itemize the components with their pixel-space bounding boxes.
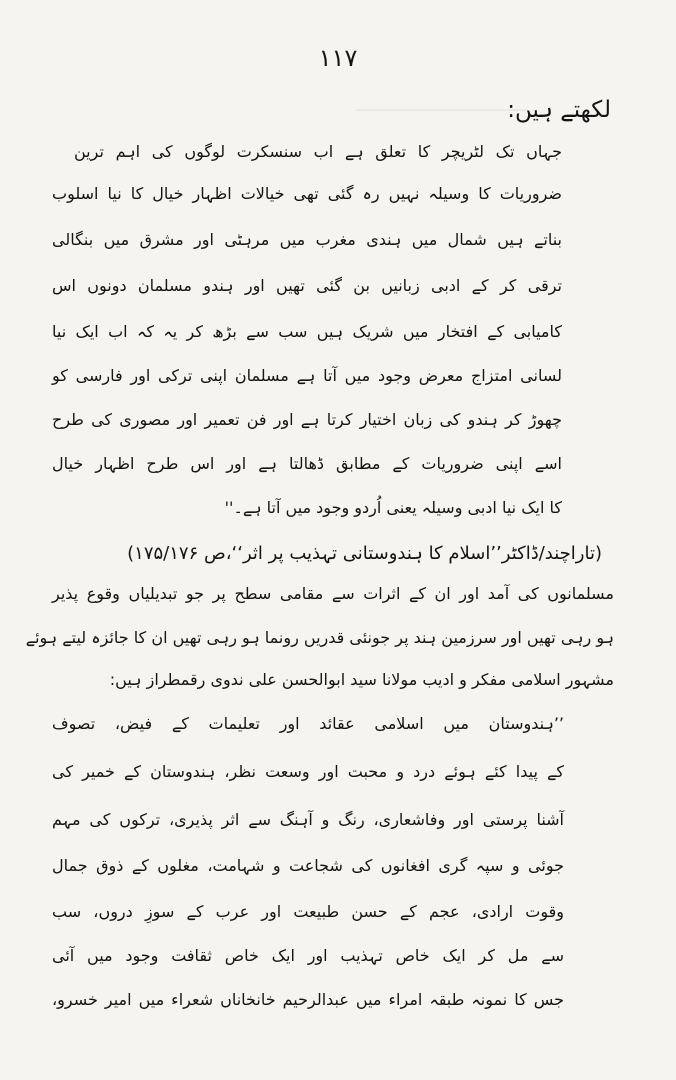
quote1-line: لسانی امتزاج معرض وجود میں آتا ہے مسلمان اپنی ترکی اور فارسی کو (52, 366, 562, 385)
quote1-line: چھوڑ کر ہندو کی زبان اختیار کرتا ہے اور فن تعمیر اور مصوری کی طرح (52, 410, 562, 429)
quote2-line: آشنا پرستی اور وفاشعاری، رنگ و آہنگ سے اثر پذیری، ترکوں کی مہم (52, 810, 564, 829)
quote1-line: اسے اپنی ضروریات کے مطابق ڈھالتا ہے اور اس طرح اظہار خیال (52, 454, 562, 473)
paragraph-line: مشہور اسلامی مفکر و ادیب مولانا سید ابوالحسن علی ندوی رقمطراز ہیں: (109, 670, 614, 689)
quote1-line: کا ایک نیا ادبی وسیلہ یعنی اُردو وجود میں آتا ہے۔'' (224, 498, 562, 517)
quote1-line: ترقی کر کے ادبی زبانیں بن گئی تھیں اور ہندو مسلمان دونوں اس (52, 276, 562, 295)
quote2-line: وقوت ارادی، عجم کے حسن طبیعت اور عرب کے سوزِ دروں، سب (52, 902, 564, 921)
quote1-line: ضروریات کا وسیلہ نہیں رہ گئی تھی خیالات اظہار خیال کا نیا اسلوب (52, 184, 562, 203)
intro-heading: لکھتے ہیں: (507, 97, 611, 123)
paragraph-line: ہو رہی تھیں اور سرزمین ہند پر جونئی قدریں رونما ہو رہی تھیں ان کا جائزہ لیتے ہوئے (25, 628, 614, 647)
quote2-line: جس کا نمونہ طبقہ امراء میں عبدالرحیم خانخاناں شعراء میں امیر خسرو، (52, 990, 564, 1009)
page-number: ۱۱۷ (318, 44, 358, 72)
citation: (تاراچند/ڈاکٹر’’اسلام کا ہندوستانی تہذیب پر اثر‘‘،ص ۱۷۵/۱۷۶) (127, 543, 602, 564)
bleed-through-text: ـــــــــــــــــــــــــــــ (356, 92, 526, 116)
paragraph-line: مسلمانوں کی آمد اور ان کے اثرات سے مقامی سطح پر جو تبدیلیاں وقوع پذیر (52, 584, 614, 603)
quote2-line: سے مل کر ایک خاص تہذیب اور ایک خاص ثقافت وجود میں آئی (52, 946, 564, 965)
quote2-line: ’’ہندوستان میں اسلامی عقائد اور تعلیمات کے فیض، تصوف (52, 714, 564, 733)
quote1-line: بناتے ہیں شمال میں ہندی مغرب میں مرہٹی اور مشرق میں بنگالی (52, 230, 562, 249)
quote2-line: جوئی و سپہ گری افغانوں کی شجاعت و شہامت، مغلوں کے ذوق جمال (52, 856, 564, 875)
quote1-line: کامیابی کے افتخار میں شریک ہیں سب سے بڑھ کر یہ کہ اب ایک نیا (52, 322, 562, 341)
quote1-line: جہاں تک لٹریچر کا تعلق ہے اب سنسکرت لوگوں کی اہم ترین (74, 142, 562, 161)
quote2-line: کے پیدا کئے ہوئے درد و محبت اور وسعت نظر، ہندوستان کے خمیر کی (52, 762, 564, 781)
